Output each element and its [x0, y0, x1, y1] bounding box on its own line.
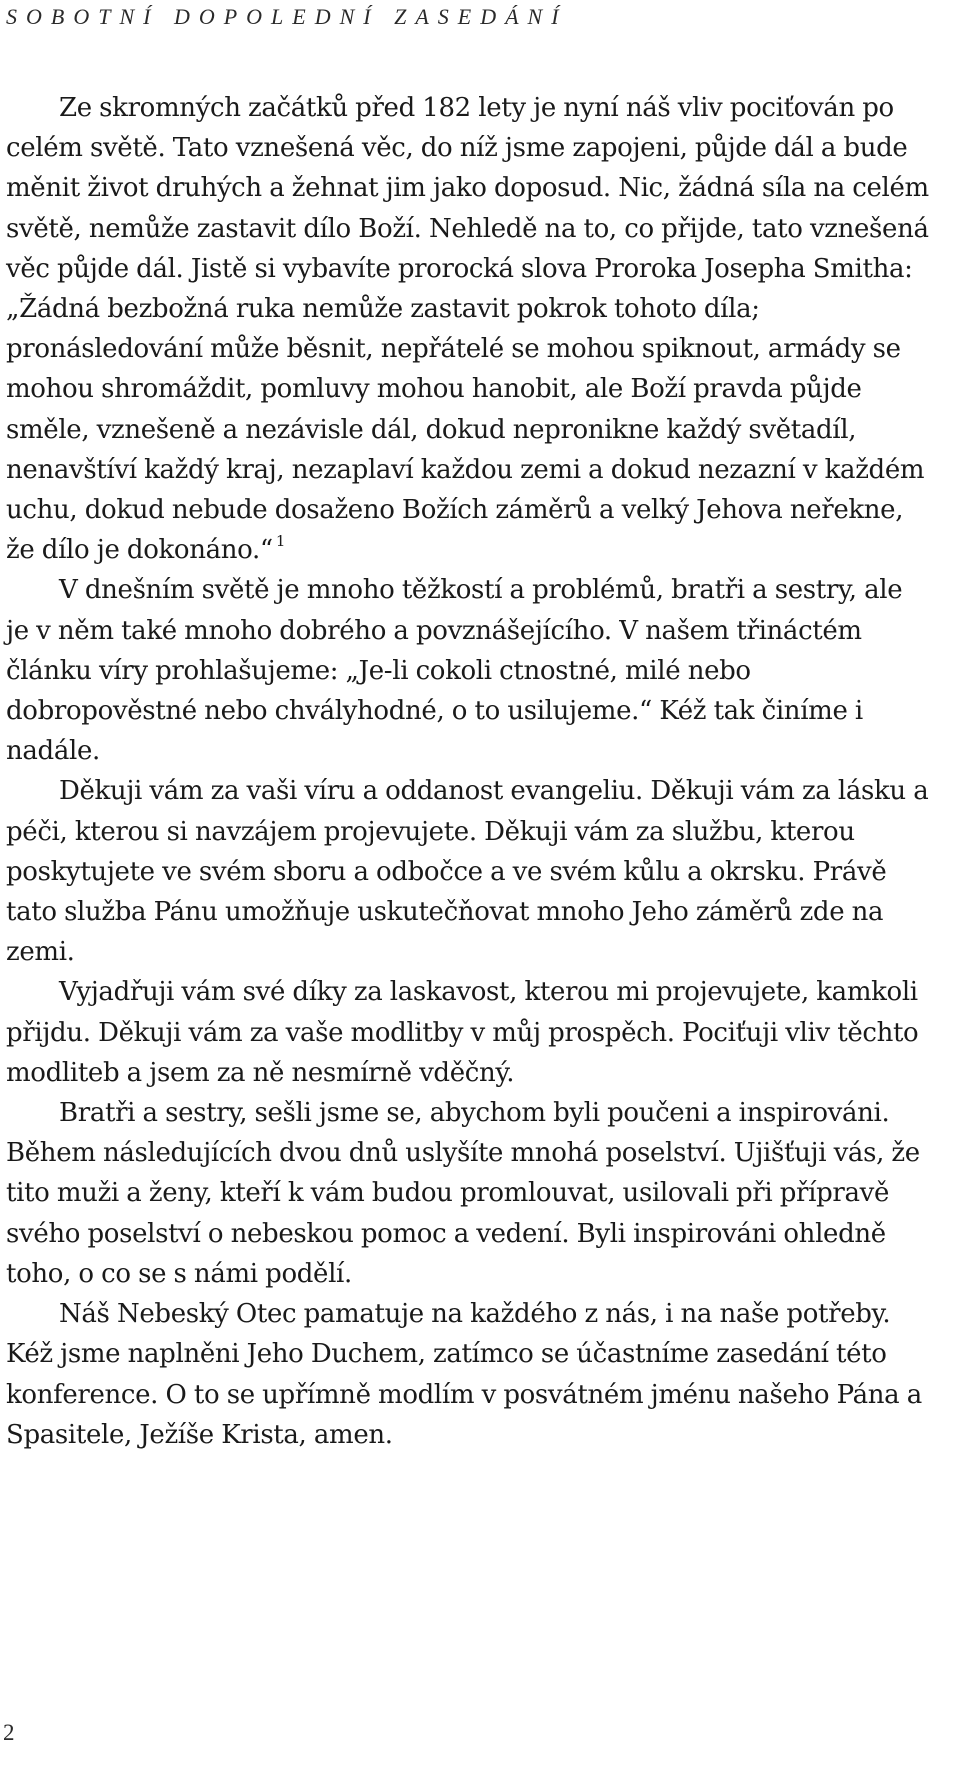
- page-number: 2: [3, 1720, 15, 1745]
- article-body: [6, 88, 931, 1455]
- paragraph-3: Děkuji vám za vaši víru a oddanost evangeliu. Děkuji vám za lásku a péči, kterou si navzájem projevujete. Děkuji vám za službu, kterou poskytujete ve svém sboru a odbočce a ve svém kůlu a okrsku. Právě tato služba Pánu umožňuje uskutečňovat mnoho Jeho záměrů zde na zemi.: [6, 776, 929, 968]
- paragraph-5: Bratři a sestry, sešli jsme se, abychom byli poučeni a inspirováni. Během následujících dvou dnů uslyšíte mnohá poselství. Ujišťuji vás, že tito muži a ženy, kteří k vám budou promlouvat, usilovali při přípravě svého poselství o nebeskou pomoc a vedení. Byli inspirováni ohledně toho, o co se s námi podělí.: [6, 1098, 920, 1289]
- paragraph-2: V dnešním světě je mnoho těžkostí a problémů, bratři a sestry, ale je v něm také mnoho dobrého a povznášejícího. V našem třináctém článku víry prohlašujeme: „Je-li cokoli ctnostné, milé nebo dobropověstné nebo chvályhodné, o to usilujeme.“ Kéž tak činíme i nadále.: [6, 575, 903, 767]
- paragraph-6: Náš Nebeský Otec pamatuje na každého z nás, i na naše potřeby. Kéž jsme naplněni Jeho Duchem, zatímco se účastníme zasedání této konference. O to se upřímně modlím v posvátném jménu našeho Pána a Spasitele, Ježíše Krista, amen.: [6, 1299, 922, 1450]
- footnote-marker[interactable]: 1: [275, 532, 286, 551]
- paragraph-1-text: Ze skromných začátků před 182 lety je nyní náš vliv pociťován po celém světě. Tato vznešená věc, do níž jsme zapojeni, půjde dál a bude měnit život druhých a žehnat jim jako doposud. Nic, žádná síla na celém světě, nemůže zastavit dílo Boží. Nehledě na to, co přijde, tato vznešená věc půjde dál. Jistě si vybavíte prorocká slova Proroka Josepha Smitha: „Žádná bezbožná ruka nemůže zastavit pokrok tohoto díla; pronásledování může běsnit, nepřátelé se mohou spiknout, armády se mohou shromáždit, pomluvy mohou hanobit, ale Boží pravda půjde směle, vznešeně a nezávisle dál, dokud nepronikne každý světadíl, nenavštíví každý kraj, nezaplaví každou zemi a dokud nezazní v každém uchu, dokud nebude dosaženo Božích záměrů a velký Jehova neřekne, že dílo je dokonáno.“: [6, 93, 929, 566]
- paragraph-1: [6, 88, 931, 570]
- paragraph-4: Vyjadřuji vám své díky za laskavost, kterou mi projevujete, kamkoli přijdu. Děkuji vám za vaše modlitby v můj prospěch. Pociťuji vliv těchto modliteb a jsem za ně nesmírně vděčný.: [6, 977, 919, 1088]
- running-header: SOBOTNÍ DOPOLEDNÍ ZASEDÁNÍ: [6, 4, 568, 29]
